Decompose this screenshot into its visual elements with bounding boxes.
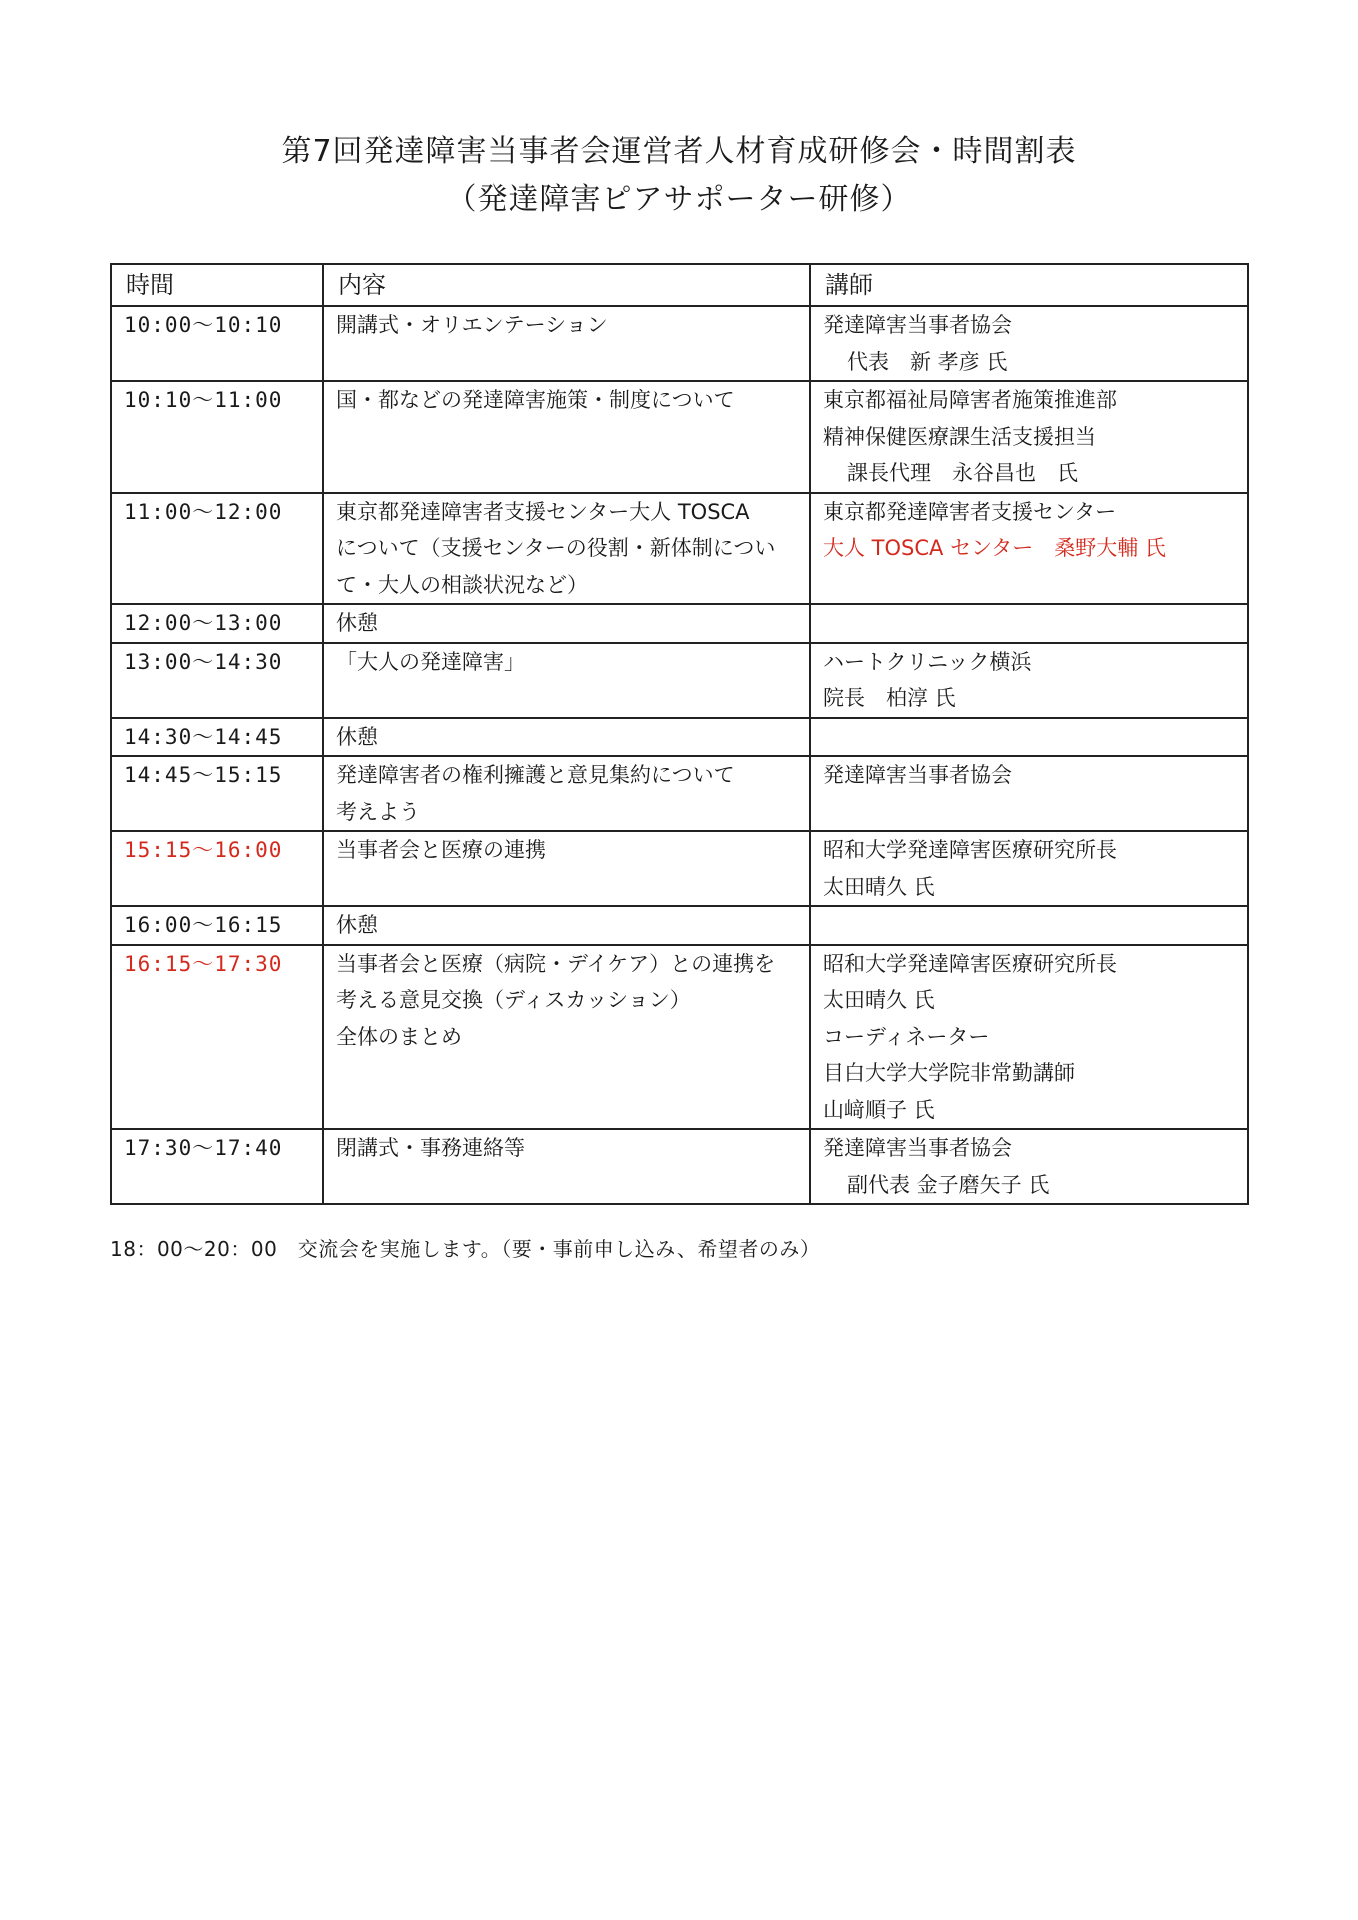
lecturer-line: ハートクリニック横浜 [823, 649, 1032, 674]
lecturer-line-highlight: 大人 TOSCA センター 桑野大輔 氏 [823, 536, 1166, 560]
lecturer-line: 東京都発達障害者支援センター [823, 499, 1117, 524]
row-time-highlight: 16:15～17:30 [111, 945, 323, 1130]
row-content [323, 718, 810, 757]
content-line: 休憩 [336, 913, 378, 937]
row-lecturer [810, 381, 1248, 493]
title-block [0, 128, 1358, 224]
table-row [111, 831, 1248, 906]
row-time: 10:00～10:10 [111, 306, 323, 381]
table-row [111, 381, 1248, 493]
row-time: 14:30～14:45 [111, 718, 323, 757]
row-lecturer [810, 756, 1248, 831]
row-lecturer [810, 718, 1248, 757]
content-line: について（支援センターの役割・新体制につい [336, 536, 776, 560]
table-row [111, 604, 1248, 643]
lecturer-line: 太田晴久 氏 [823, 988, 935, 1012]
row-time: 13:00～14:30 [111, 643, 323, 718]
content-line: 発達障害者の権利擁護と意見集約について [336, 763, 735, 787]
header-lecturer: 講師 [810, 264, 1248, 306]
lecturer-line: 太田晴久 氏 [823, 874, 935, 899]
row-content [323, 831, 810, 906]
row-content [323, 945, 810, 1130]
table-header-row [111, 264, 1248, 306]
content-line: 国・都などの発達障害施策・制度について [336, 388, 735, 412]
header-time: 時間 [111, 264, 323, 306]
row-content [323, 306, 810, 381]
row-time: 10:10～11:00 [111, 381, 323, 493]
page-title: 第7回発達障害当事者会運営者人材育成研修会・時間割表 [281, 134, 1077, 169]
row-content [323, 906, 810, 945]
lecturer-line: 発達障害当事者協会 [823, 313, 1012, 337]
lecturer-line: 目白大学大学院非常勤講師 [823, 1061, 1075, 1085]
table-row [111, 906, 1248, 945]
lecturer-line: コーディネーター [823, 1024, 990, 1049]
lecturer-line: 東京都福祉局障害者施策推進部 [823, 388, 1117, 412]
content-line: 開講式・オリエンテーション [336, 313, 608, 337]
row-content [323, 756, 810, 831]
table-row [111, 1129, 1248, 1204]
lecturer-line: 課長代理 永谷昌也 氏 [847, 461, 1078, 485]
table-row [111, 493, 1248, 605]
content-line: 休憩 [336, 611, 378, 635]
content-line: 閉講式・事務連絡等 [336, 1136, 525, 1160]
row-lecturer [810, 493, 1248, 605]
row-content [323, 604, 810, 643]
schedule-table [110, 263, 1249, 1205]
table-row [111, 756, 1248, 831]
content-line: て・大人の相談状況など） [336, 572, 588, 597]
content-line: 考えよう [336, 799, 420, 824]
lecturer-line: 発達障害当事者協会 [823, 1136, 1012, 1160]
content-line: 考える意見交換（ディスカッション） [336, 988, 691, 1012]
lecturer-line: 院長 柏淳 氏 [823, 686, 956, 710]
lecturer-line: 昭和大学発達障害医療研究所長 [823, 838, 1117, 862]
row-content [323, 381, 810, 493]
row-lecturer [810, 1129, 1248, 1204]
lecturer-line: 山﨑順子 氏 [823, 1097, 935, 1122]
table-row [111, 718, 1248, 757]
row-content [323, 643, 810, 718]
table-row [111, 306, 1248, 381]
row-lecturer [810, 945, 1248, 1130]
lecturer-line: 精神保健医療課生活支援担当 [823, 424, 1096, 449]
table-row [111, 643, 1248, 718]
page-subtitle: （発達障害ピアサポーター研修） [446, 182, 912, 217]
row-lecturer [810, 831, 1248, 906]
row-content [323, 493, 810, 605]
row-time: 17:30～17:40 [111, 1129, 323, 1204]
lecturer-line: 発達障害当事者協会 [823, 763, 1012, 787]
content-line: 東京都発達障害者支援センター大人 TOSCA [336, 499, 750, 524]
header-content: 内容 [323, 264, 810, 306]
row-time-highlight: 15:15～16:00 [111, 831, 323, 906]
content-line: 休憩 [336, 724, 378, 749]
lecturer-line: 代表 新 孝彦 氏 [847, 349, 1008, 374]
table-row [111, 945, 1248, 1130]
lecturer-line: 昭和大学発達障害医療研究所長 [823, 951, 1117, 976]
content-line: 当事者会と医療（病院・デイケア）との連携を [336, 951, 776, 976]
row-time: 11:00～12:00 [111, 493, 323, 605]
row-time: 12:00～13:00 [111, 604, 323, 643]
content-line: 「大人の発達障害」 [336, 649, 525, 674]
row-lecturer [810, 604, 1248, 643]
content-line: 全体のまとめ [336, 1024, 462, 1049]
row-lecturer [810, 306, 1248, 381]
row-content [323, 1129, 810, 1204]
lecturer-line: 副代表 金子磨矢子 氏 [847, 1172, 1050, 1197]
footnote: 18：00～20：00 交流会を実施します。（要・事前申し込み、希望者のみ） [110, 1237, 821, 1261]
row-time: 16:00～16:15 [111, 906, 323, 945]
row-time: 14:45～15:15 [111, 756, 323, 831]
row-lecturer [810, 643, 1248, 718]
content-line: 当事者会と医療の連携 [336, 838, 546, 862]
row-lecturer [810, 906, 1248, 945]
